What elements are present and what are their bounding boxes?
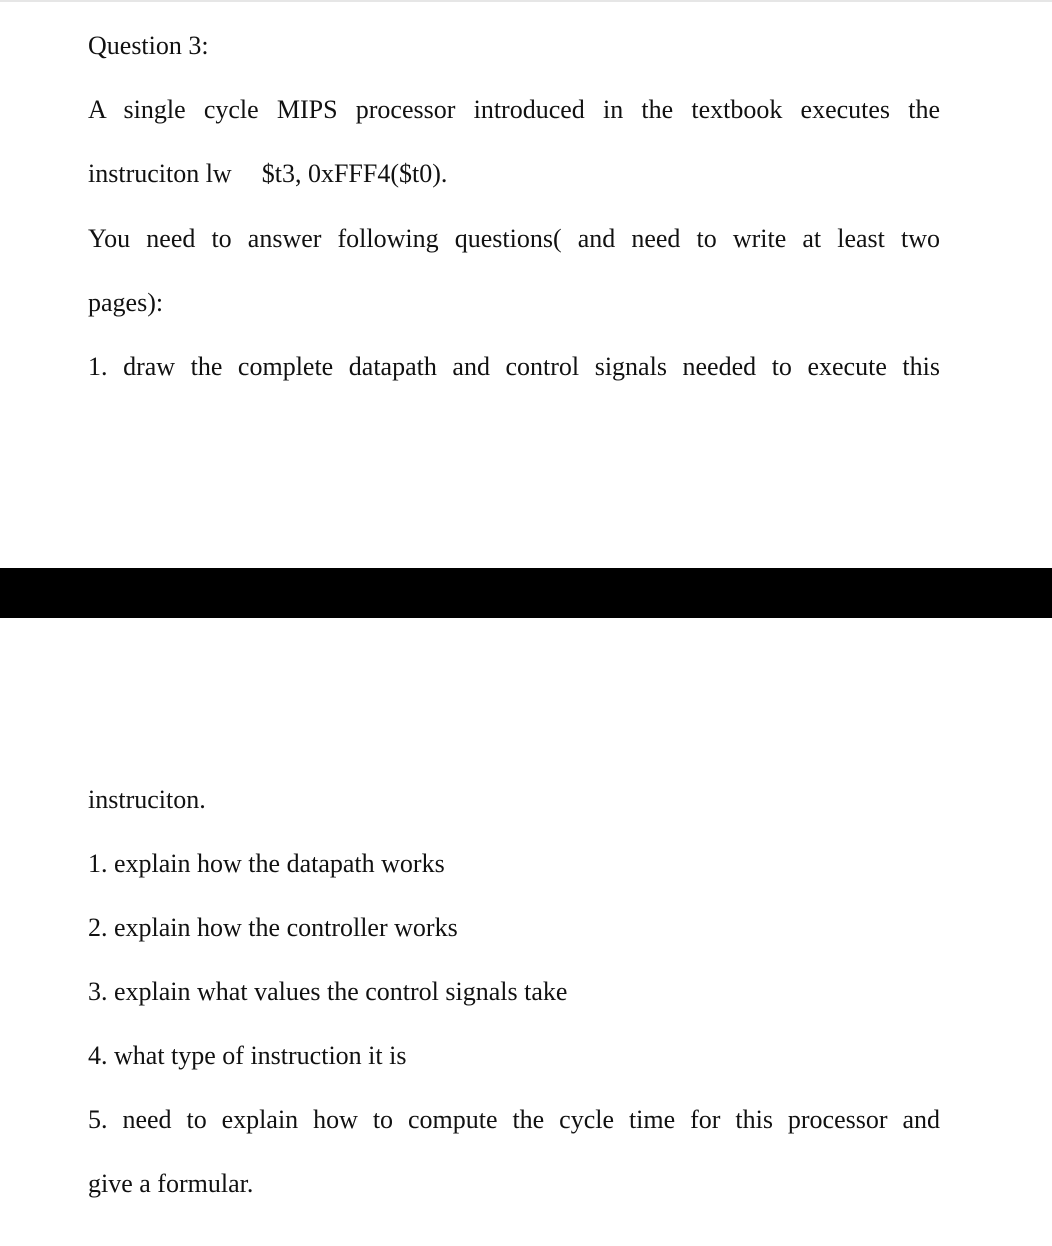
intro-line-2 <box>88 157 940 191</box>
list-item-cycle-time: 5. need to explain how to compute the cycle time for this processor and <box>88 1105 940 1134</box>
list-item-cycle-time-cont: give a formular. <box>88 1169 254 1198</box>
draw-item-line-2: instruciton. <box>88 785 206 814</box>
top-border <box>0 0 1052 2</box>
requirement-line-1: You need to answer following questions( and need to write at least two <box>88 224 940 253</box>
list-item-controller: 2. explain how the controller works <box>88 913 458 942</box>
list-item-datapath: 1. explain how the datapath works <box>88 849 445 878</box>
instruction-prefix: instruciton lw <box>88 159 232 188</box>
intro-line-1: A single cycle MIPS processor introduced in the textbook executes the <box>88 95 940 124</box>
black-separator-band <box>0 568 1052 618</box>
question-heading: Question 3: <box>88 31 209 60</box>
requirement-line-2: pages): <box>88 288 164 317</box>
instruction-operands: $t3, 0xFFF4($t0). <box>261 159 448 188</box>
list-item-instruction-type: 4. what type of instruction it is <box>88 1041 407 1070</box>
draw-item-line-1: 1. draw the complete datapath and control signals needed to execute this <box>88 352 940 381</box>
list-item-control-signals: 3. explain what values the control signals take <box>88 977 568 1006</box>
